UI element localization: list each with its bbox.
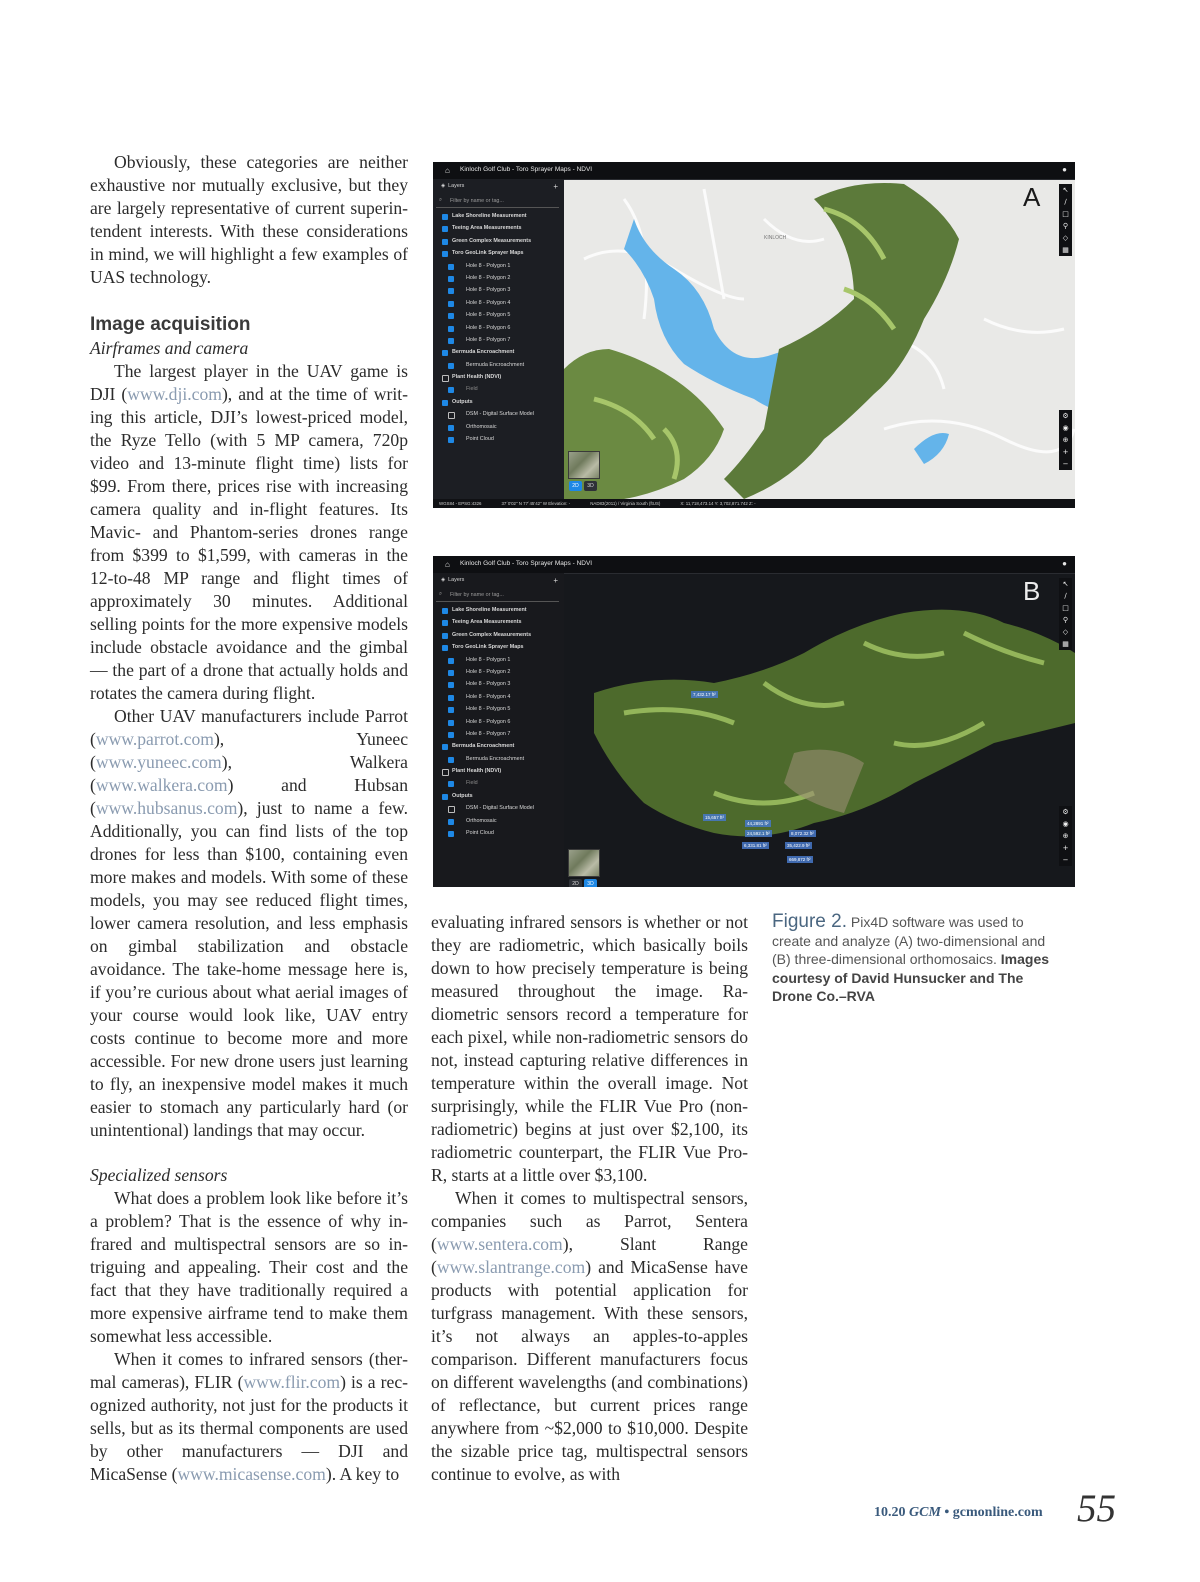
- layer-checkbox[interactable]: [448, 781, 454, 787]
- app-header: [433, 556, 1075, 574]
- measurement-label: 35,422.9 ft²: [787, 843, 810, 848]
- layer-checkbox[interactable]: [448, 707, 454, 713]
- layer-label: Outputs: [452, 792, 473, 799]
- layer-label: Teeing Area Measurements: [452, 225, 522, 232]
- slantrange-link[interactable]: www.slantrange.com: [436, 1257, 586, 1277]
- footer-issue: 10.20 GCM • gcmonline.com: [874, 1505, 1043, 1520]
- layer-checkbox[interactable]: [448, 757, 454, 763]
- paragraph: The largest player in the UAV game is DJI (www.dji.com), and at the time of writing this article, DJI’s lowest-priced model, the Ryze Tello (with 5 MP camera, 720p video and 13-minute flight time) lists for $99. From there, prices rise with increasing camera quality and in-flight features. Its Mavic- and Phantom-series drones range from $399 to $1,599, with cameras in the 12-to-48 MP range and flight times of approximately 30 minutes. Additional selling points for the more expensive models include obstacle avoidance and the gimbal — the part of a drone that actually holds and rotates the camera during flight.: [90, 361, 409, 703]
- layer-checkbox[interactable]: [448, 437, 454, 443]
- home-icon[interactable]: ⌂: [445, 166, 450, 175]
- layer-checkbox[interactable]: [448, 276, 454, 282]
- map-toolbar: [1059, 184, 1072, 256]
- layer-checkbox[interactable]: [448, 412, 455, 419]
- layer-item[interactable]: [433, 704, 564, 716]
- camera-icon[interactable]: ◉: [1062, 424, 1069, 432]
- layer-label: Teeing Area Measurements: [452, 619, 522, 626]
- dji-link[interactable]: www.dji.com: [127, 384, 222, 404]
- layer-checkbox[interactable]: [442, 633, 448, 639]
- layer-checkbox[interactable]: [448, 326, 454, 332]
- layer-checkbox[interactable]: [442, 769, 449, 776]
- layer-label: DSM - Digital Surface Model: [466, 805, 535, 812]
- layer-checkbox[interactable]: [448, 313, 454, 319]
- zoom-out-icon[interactable]: −: [1062, 460, 1069, 468]
- layer-label: Hole 8 - Polygon 2: [466, 274, 511, 281]
- marker-icon[interactable]: ⚲: [1062, 616, 1069, 624]
- panel-label-b: B: [1023, 576, 1041, 606]
- flir-link[interactable]: www.flir.com: [243, 1372, 341, 1392]
- layer-item[interactable]: [433, 778, 564, 790]
- layer-item[interactable]: [433, 298, 564, 310]
- layers-panel: [433, 573, 594, 887]
- layer-checkbox[interactable]: [448, 732, 454, 738]
- layer-label: Hole 8 - Polygon 6: [466, 718, 511, 725]
- sentera-link[interactable]: www.sentera.com: [436, 1234, 563, 1254]
- layer-label: Hole 8 - Polygon 7: [466, 336, 511, 343]
- paragraph: Obviously, these categories are neither exhaustive nor mutually exclusive, but they are largely representative of current superintendent interests. With these considerations in mind, we will highlight a few examples of UAS technology.: [90, 152, 408, 287]
- layer-label: Green Complex Measurements: [452, 237, 532, 244]
- layer-checkbox[interactable]: [442, 251, 448, 257]
- layer-item[interactable]: [433, 384, 564, 396]
- layer-list: [433, 211, 564, 446]
- layer-checkbox[interactable]: [448, 658, 454, 664]
- select-icon[interactable]: ↖: [1062, 580, 1069, 588]
- subsection-title: Specialized sensors: [90, 1165, 228, 1185]
- article-column-2: [431, 911, 748, 1486]
- marker-icon[interactable]: ⚲: [1062, 222, 1069, 230]
- layer-label: Bermuda Encroachment: [452, 349, 515, 356]
- layer-checkbox[interactable]: [448, 425, 454, 431]
- layer-item[interactable]: [433, 816, 564, 828]
- layer-checkbox[interactable]: [442, 350, 448, 356]
- layer-item[interactable]: [433, 617, 564, 629]
- layer-checkbox[interactable]: [442, 226, 448, 232]
- area-icon[interactable]: □: [1062, 604, 1069, 612]
- layer-label: Point Cloud: [466, 830, 494, 837]
- view-2d-button[interactable]: 2D: [569, 481, 582, 491]
- layer-label: Green Complex Measurements: [452, 631, 532, 638]
- layer-checkbox[interactable]: [442, 620, 448, 626]
- layer-item[interactable]: [433, 236, 564, 248]
- polygon-icon[interactable]: ◇: [1062, 628, 1069, 636]
- layer-checkbox[interactable]: [448, 819, 454, 825]
- layer-label: Hole 8 - Polygon 4: [466, 693, 511, 700]
- search-icon: ⌕: [439, 591, 443, 597]
- layer-label: Hole 8 - Polygon 7: [466, 730, 511, 737]
- layer-checkbox[interactable]: [442, 794, 448, 800]
- layer-checkbox[interactable]: [442, 645, 448, 651]
- layer-item[interactable]: [433, 828, 564, 840]
- paragraph: What does a problem look like before it’s a problem? That is the essence of why infrared and multispectral sensors are so intriguing and appealing. Their cost and the fact that they have traditionally required a more expensive airframe tend to make them somewhat less accessible.: [90, 1188, 408, 1346]
- layer-label: Hole 8 - Polygon 6: [466, 324, 511, 331]
- area-icon[interactable]: □: [1062, 210, 1069, 218]
- status-bar: WGS84 - EPSG:4326 37´0'02" N 77´45'42" W Elevation: - NAD83(2011) / Virginia South (ftUS) X: 11,718,473.14 Y: 3,702,871.742 Z: -: [433, 499, 1075, 508]
- layer-checkbox[interactable]: [448, 695, 454, 701]
- layer-checkbox[interactable]: [448, 670, 454, 676]
- layer-label: Plant Health (NDVI): [452, 374, 502, 381]
- paragraph: evaluating infrared sensors is whether or not they are radiometric, which basically boils down to how precisely temperature is being measured throughout the image. Radiometric sensors record a temperature for each pixel, while non-radiometric sensors do not, instead capturing relative differences in temperature within the overall image. Not surprisingly, while the FLIR Vue Pro (non-radiometric) begins at just over $2,100, its radiometric counterpart, the FLIR Vue Pro-R, starts at a little over $3,100.: [431, 912, 748, 1185]
- map-2d: [564, 179, 1075, 499]
- select-icon[interactable]: ↖: [1062, 186, 1069, 194]
- layer-checkbox[interactable]: [448, 363, 454, 369]
- section-title: Image acquisition: [90, 314, 251, 335]
- paragraph: Other UAV manufacturers include Parrot (www.parrot.com), Yuneec (www.yuneec.com), Walkera (www.walkera.com) and Hubsan (www.hubsanus.com), just to name a few. Additionally, you can find lists of the top drones for less than $100, containing even more makes and models. With some of these models, you may see reduced flight times, lower camera resolution, and less emphasis on gimbal stabilization and obstacle avoidance. The take-home message here is, if you’re curious about what aerial images of your course would look like, UAV entry costs continue to become more and more accessible. For new drone users just learning to fly, an inexpensive model makes it much easier to stomach any particularly hard (or unintentional) landings that may occur.: [90, 706, 408, 1140]
- layers-icon: ◈: [441, 183, 446, 189]
- measurement-label: 669,872 ft²: [789, 857, 811, 862]
- zoom-in-icon[interactable]: +: [1062, 448, 1069, 456]
- layer-label: Orthomosaic: [466, 817, 497, 824]
- add-layer-icon[interactable]: +: [553, 576, 558, 585]
- layer-item[interactable]: [433, 667, 564, 679]
- layer-label: Hole 8 - Polygon 1: [466, 656, 511, 663]
- measurement-label: 8,072.32 ft²: [791, 831, 814, 836]
- app-title: Kinloch Golf Club - Toro Sprayer Maps - NDVI: [460, 560, 593, 567]
- layer-item[interactable]: [433, 422, 564, 434]
- layer-checkbox[interactable]: [442, 375, 449, 382]
- layer-filter-input[interactable]: ⌕ Filter by name or tag...: [436, 196, 559, 208]
- layers-panel: [433, 179, 594, 508]
- paragraph: When it comes to multispectral sensors, companies such as Parrot, Sentera (www.sentera.com), Slant Range (www.slantrange.com) and MicaSense have products with potential application for turfgrass management. With these sensors, it’s not always an apples-to-apples comparison. Different manufacturers focus on different wavelengths (and combinations) of reflectance, but current prices range anywhere from ~$2,000 to $10,000. Despite the sizable price tag, multispectral sensors continue to evolve, as with: [431, 1188, 748, 1484]
- compass-icon[interactable]: ⊕: [1062, 436, 1069, 444]
- zoom-out-icon[interactable]: −: [1062, 856, 1069, 864]
- hubsan-link[interactable]: www.hubsanus.com: [95, 798, 238, 818]
- figure-b-screenshot: [433, 556, 1075, 887]
- layer-checkbox[interactable]: [448, 806, 455, 813]
- add-layer-icon[interactable]: +: [553, 182, 558, 191]
- app-title: Kinloch Golf Club - Toro Sprayer Maps - NDVI: [460, 166, 593, 173]
- line-icon[interactable]: ∕: [1064, 592, 1067, 600]
- layer-checkbox[interactable]: [442, 214, 448, 220]
- measurement-label: 24,592.1 ft²: [747, 831, 770, 836]
- page-footer: [860, 1486, 1120, 1530]
- layer-label: Field: [466, 386, 478, 393]
- layer-label: Lake Shoreline Measurement: [452, 213, 527, 219]
- home-icon[interactable]: ⌂: [445, 560, 450, 569]
- layer-checkbox[interactable]: [448, 682, 454, 688]
- layer-checkbox[interactable]: [448, 301, 454, 307]
- layer-item[interactable]: [433, 642, 564, 654]
- paragraph: When it comes to infrared sensors (thermal cameras), FLIR (www.flir.com) is a recognized authority, not just for the products it sells, but as its thermal components are used by other manufacturers — DJI and MicaSense (www.micasense.com). A key to: [90, 1349, 409, 1484]
- layer-checkbox[interactable]: [442, 744, 448, 750]
- layer-label: Hole 8 - Polygon 5: [466, 706, 511, 713]
- layer-label: Bermuda Encroachment: [466, 755, 525, 762]
- measurement-label: 15,657 ft²: [705, 815, 725, 820]
- layer-checkbox[interactable]: [448, 288, 454, 294]
- layer-item[interactable]: [433, 741, 564, 753]
- layer-label: Plant Health (NDVI): [452, 768, 502, 775]
- layer-checkbox[interactable]: [442, 239, 448, 245]
- compass-icon[interactable]: ⊕: [1062, 832, 1069, 840]
- layers-header: ◈ Layers: [441, 183, 465, 189]
- image-credit: Images courtesy of David Hunsucker and The Drone Co.–RVA: [772, 951, 1050, 1004]
- basemap-thumbnail[interactable]: [568, 451, 600, 479]
- layer-label: Orthomosaic: [466, 423, 497, 430]
- layer-label: Bermuda Encroachment: [466, 361, 525, 368]
- layers-header: ◈ Layers: [441, 577, 465, 583]
- layer-item[interactable]: [433, 211, 564, 223]
- layer-checkbox[interactable]: [442, 608, 448, 614]
- subsection-title: Airframes and camera: [90, 338, 249, 358]
- layer-label: Hole 8 - Polygon 3: [466, 681, 511, 688]
- settings-icon[interactable]: ⚙: [1062, 808, 1069, 816]
- view-3d-button[interactable]: 3D: [584, 481, 597, 491]
- layer-item[interactable]: [433, 803, 564, 815]
- grid-icon[interactable]: ▦: [1062, 640, 1069, 648]
- layer-list: [433, 605, 564, 840]
- layer-filter-input[interactable]: ⌕ Filter by name or tag...: [436, 590, 559, 602]
- layer-checkbox[interactable]: [448, 338, 454, 344]
- layer-item[interactable]: [433, 347, 564, 359]
- parrot-link[interactable]: www.parrot.com: [95, 729, 214, 749]
- layer-item[interactable]: [433, 605, 564, 617]
- zoom-in-icon[interactable]: +: [1062, 844, 1069, 852]
- measurement-label: 7,432.17 ft²: [693, 692, 716, 697]
- user-icon[interactable]: ●: [1062, 165, 1067, 174]
- layer-label: Hole 8 - Polygon 2: [466, 668, 511, 675]
- measurement-label: 44,2891 ft²: [747, 821, 769, 826]
- user-icon[interactable]: ●: [1062, 559, 1067, 568]
- layer-item[interactable]: [433, 323, 564, 335]
- polygon-icon[interactable]: ◇: [1062, 234, 1069, 242]
- layer-item[interactable]: [433, 630, 564, 642]
- layer-item[interactable]: [433, 335, 564, 347]
- layer-label: Toro GeoLink Sprayer Maps: [452, 250, 524, 257]
- layer-label: Hole 8 - Polygon 1: [466, 262, 511, 269]
- layer-item[interactable]: [433, 409, 564, 421]
- layer-item[interactable]: [433, 310, 564, 322]
- view-3d-button[interactable]: 3D: [584, 879, 597, 887]
- search-icon: ⌕: [439, 197, 443, 203]
- layer-item[interactable]: [433, 679, 564, 691]
- yuneec-link[interactable]: www.yuneec.com: [95, 752, 222, 772]
- layers-icon: ◈: [441, 577, 446, 583]
- layer-label: Hole 8 - Polygon 5: [466, 312, 511, 319]
- settings-icon[interactable]: ⚙: [1062, 412, 1069, 420]
- layer-label: Lake Shoreline Measurement: [452, 607, 527, 613]
- layer-label: Outputs: [452, 398, 473, 405]
- camera-icon[interactable]: ◉: [1062, 820, 1069, 828]
- page-number: 55: [1077, 1487, 1116, 1530]
- walkera-link[interactable]: www.walkera.com: [95, 775, 228, 795]
- layer-label: Hole 8 - Polygon 3: [466, 287, 511, 294]
- layer-item[interactable]: [433, 434, 564, 446]
- layer-item[interactable]: [433, 285, 564, 297]
- layer-item[interactable]: [433, 754, 564, 766]
- map-3d: [564, 573, 1075, 887]
- app-header: [433, 162, 1075, 180]
- figure-caption: Figure 2. Pix4D software was used to create and analyze (A) two-dimensional and (B) three-dimensional orthomosaics. Images courtesy of David Hunsucker and The Drone Co.–RVA: [772, 911, 1050, 1004]
- layer-item[interactable]: [433, 360, 564, 372]
- layer-item[interactable]: [433, 261, 564, 273]
- layer-item[interactable]: [433, 273, 564, 285]
- layer-item[interactable]: [433, 248, 564, 260]
- map-controls: [1059, 410, 1072, 470]
- layer-label: Hole 8 - Polygon 4: [466, 299, 511, 306]
- layer-item[interactable]: [433, 655, 564, 667]
- layer-checkbox[interactable]: [448, 264, 454, 270]
- map-toolbar: [1059, 578, 1072, 650]
- layer-label: Toro GeoLink Sprayer Maps: [452, 644, 524, 651]
- map-controls: [1059, 806, 1072, 866]
- grid-icon[interactable]: ▦: [1062, 246, 1069, 254]
- figure-a-screenshot: [433, 162, 1075, 508]
- line-icon[interactable]: ∕: [1064, 198, 1067, 206]
- layer-checkbox[interactable]: [448, 387, 454, 393]
- article-column-1: [90, 151, 408, 1486]
- layer-item[interactable]: [433, 397, 564, 409]
- layer-label: Field: [466, 780, 478, 787]
- layer-item[interactable]: [433, 223, 564, 235]
- layer-checkbox[interactable]: [448, 720, 454, 726]
- layer-item[interactable]: [433, 791, 564, 803]
- layer-item[interactable]: [433, 766, 564, 778]
- layer-item[interactable]: [433, 692, 564, 704]
- layer-label: DSM - Digital Surface Model: [466, 411, 535, 418]
- basemap-thumbnail[interactable]: [568, 849, 600, 877]
- layer-checkbox[interactable]: [442, 400, 448, 406]
- layer-label: Bermuda Encroachment: [452, 743, 515, 750]
- view-2d-button[interactable]: 2D: [569, 879, 582, 887]
- layer-item[interactable]: [433, 717, 564, 729]
- micasense-link[interactable]: www.micasense.com: [177, 1464, 326, 1484]
- measurement-label: 6,331.81 ft²: [744, 843, 767, 848]
- map-place-label: KINLOCH: [764, 235, 787, 241]
- layer-item[interactable]: [433, 372, 564, 384]
- layer-label: Point Cloud: [466, 436, 494, 443]
- figure-label: Figure 2.: [772, 911, 847, 932]
- layer-checkbox[interactable]: [448, 831, 454, 837]
- panel-label-a: A: [1023, 182, 1041, 212]
- layer-item[interactable]: [433, 729, 564, 741]
